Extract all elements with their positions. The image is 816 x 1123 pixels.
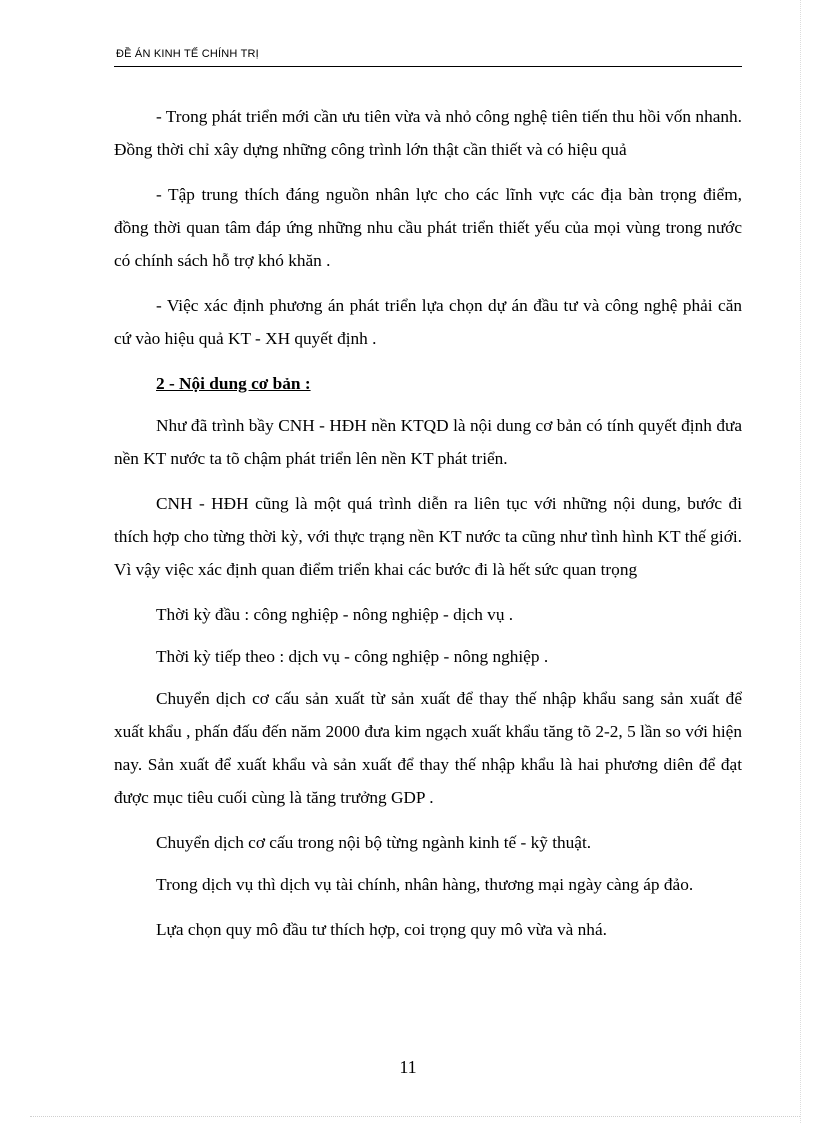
paragraph: - Trong phát triển mới cần ưu tiên vừa và nhỏ công nghệ tiên tiến thu hồi vốn nhanh. Đồng thời chỉ xây dựng những công trình lớn thật cần thiết và có hiệu quả [114,107,742,159]
paragraph: CNH - HĐH cũng là một quá trình diễn ra liên tục với những nội dung, bước đi thích hợp cho từng thời kỳ, với thực trạng nền KT nước ta cũng như tình hình KT thế giới. Vì vậy việc xác định quan điểm triển khai các bước đi là hết sức quan trọng [114,494,742,579]
page-number: 11 [399,1057,417,1077]
page-bottom-border [30,1116,800,1117]
paragraph: Thời kỳ tiếp theo : dịch vụ - công nghiệp - nông nghiệp . [156,647,549,666]
paragraph: Lựa chọn quy mô đầu tư thích hợp, coi trọng quy mô vừa và nhá. [156,920,607,939]
paragraph: Trong dịch vụ thì dịch vụ tài chính, nhân hàng, thương mại ngày càng áp đảo. [156,875,694,894]
header-title: ĐỀ ÁN KINH TẾ CHÍNH TRỊ [116,48,259,60]
paragraph: Chuyển dịch cơ cấu sản xuất từ sản xuất để thay thế nhập khẩu sang sản xuất để xuất khẩu , phấn đấu đến năm 2000 đưa kim ngạch xuất khẩu tăng tõ 2-2, 5 lần so với hiện nay. Sản xuất để xuất khẩu và sản xuất để thay thế nhập khẩu là hai phương diên để đạt được mục tiêu cuối cùng là tăng trưởng GDP . [114,689,742,807]
paragraph: Như đã trình bầy CNH - HĐH nền KTQD là nội dung cơ bản có tính quyết định đưa nền KT nước ta tõ chậm phát triển lên nền KT phát triển. [114,416,742,468]
body-text [114,100,742,955]
paragraph: Thời kỳ đầu : công nghiệp - nông nghiệp - dịch vụ . [156,605,514,624]
section-heading: 2 - Nội dung cơ bản : [156,374,311,393]
page-right-border [800,0,801,1123]
header-rule [114,66,742,67]
paragraph: - Tập trung thích đáng nguồn nhân lực cho các lĩnh vực các địa bàn trọng điểm, đồng thời quan tâm đáp ứng những nhu cầu phát triển thiết yếu của mọi vùng trong nước có chính sách hỗ trợ khó khăn . [114,185,742,270]
paragraph: - Việc xác định phương án phát triển lựa chọn dự án đầu tư và công nghệ phải căn cứ vào hiệu quả KT - XH quyết định . [114,296,742,348]
paragraph: Chuyển dịch cơ cấu trong nội bộ từng ngành kinh tế - kỹ thuật. [156,833,592,852]
section-heading-paragraph [114,367,742,400]
